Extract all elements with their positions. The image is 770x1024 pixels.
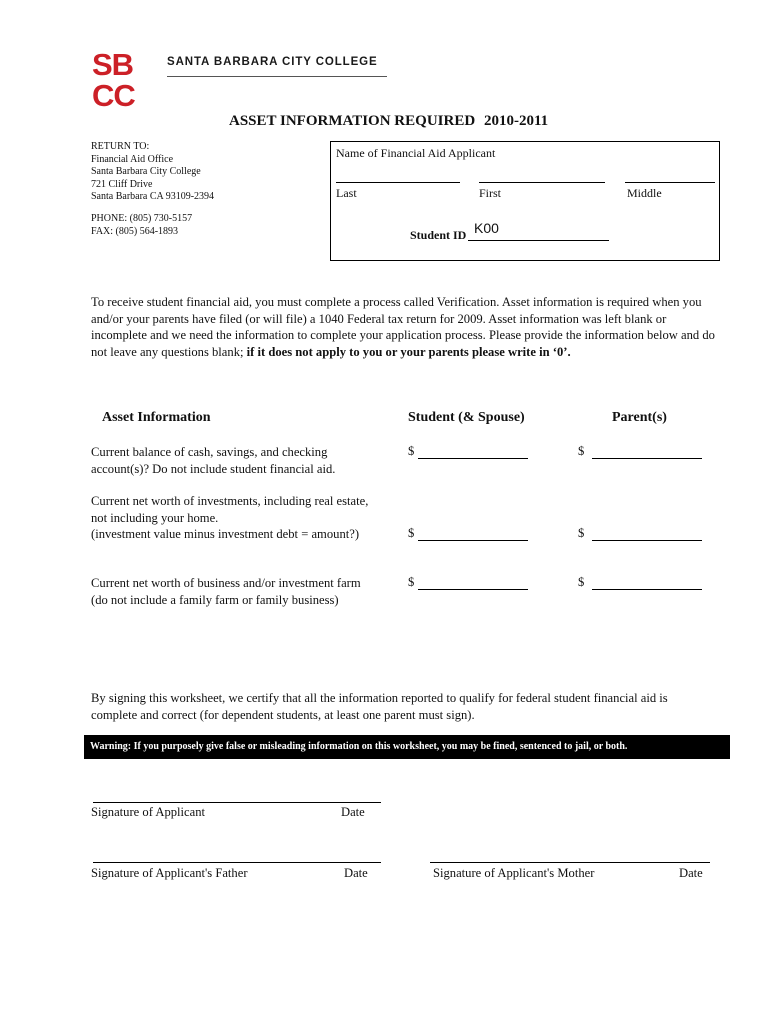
question-line: (do not include a family farm or family business) <box>91 592 339 607</box>
question-line: not including your home. <box>91 510 219 525</box>
dollar-sign: $ <box>578 526 585 540</box>
parent-cash-field[interactable] <box>592 458 702 459</box>
form-year: 2010-2011 <box>484 113 549 129</box>
warning-banner: Warning: If you purposely give false or misleading information on this worksheet, you may be fined, sentenced to jail, or both. <box>84 735 730 759</box>
applicant-signature-label: Signature of Applicant <box>91 805 206 819</box>
header-rule <box>167 76 387 77</box>
phone-number: PHONE: (805) 730-5157 <box>91 213 193 224</box>
contact-info <box>91 213 192 238</box>
certification-line: By signing this worksheet, we certify that all the information reported to qualify for federal student financial aid is <box>91 691 668 705</box>
svg-text:CC: CC <box>92 78 135 108</box>
asset-question-business <box>91 575 361 608</box>
address-line: 721 Cliff Drive <box>91 178 153 190</box>
dollar-sign: $ <box>408 526 415 540</box>
middle-name-label: Middle <box>627 186 662 200</box>
student-id-field[interactable] <box>468 240 609 241</box>
sbcc-logo <box>92 48 162 108</box>
mother-signature-label: Signature of Applicant's Mother <box>433 866 595 880</box>
student-id-label: Student ID <box>410 228 467 242</box>
father-signature-field[interactable] <box>93 862 381 863</box>
question-line: account(s)? Do not include student financial aid. <box>91 461 336 476</box>
address-line: Santa Barbara CA 93109-2394 <box>91 191 215 202</box>
asset-info-header: Asset Information <box>102 410 211 425</box>
student-cash-field[interactable] <box>418 458 528 459</box>
question-line: Current net worth of business and/or investment farm <box>91 576 361 590</box>
applicant-signature-field[interactable] <box>93 802 381 803</box>
question-line: Current net worth of investments, including real estate, <box>91 494 369 508</box>
certification-text <box>91 690 731 723</box>
mother-signature-field[interactable] <box>430 862 710 863</box>
dollar-sign: $ <box>408 575 415 589</box>
parent-investments-field[interactable] <box>592 540 702 541</box>
first-name-label: First <box>479 186 502 200</box>
intro-text: To receive student financial aid, you must complete a process called Verification. Asset information is required when you and/or your parents have filed (or will file) a 1040 Federal tax return for 2009. Asset information was left blank or incomplete and we need the information to complete your application process. Please provide the information below and do not leave any questions blank; <box>91 295 715 359</box>
question-line: Current balance of cash, savings, and checking <box>91 445 328 459</box>
parent-header: Parent(s) <box>612 410 667 425</box>
svg-text:SB: SB <box>92 48 134 82</box>
address-line: RETURN TO: <box>91 141 150 152</box>
intro-bold-text: if it does not apply to you or your parents please write in ‘0’ <box>246 344 568 359</box>
intro-end: . <box>567 344 571 359</box>
asset-question-investments <box>91 493 368 543</box>
middle-name-field[interactable] <box>625 182 715 183</box>
question-line: (investment value minus investment debt = amount?) <box>91 527 360 541</box>
applicant-box-title: Name of Financial Aid Applicant <box>336 146 496 160</box>
dollar-sign: $ <box>408 444 415 458</box>
father-date-label: Date <box>344 866 368 880</box>
fax-number: FAX: (805) 564-1893 <box>91 225 179 237</box>
certification-line: complete and correct (for dependent students, at least one parent must sign). <box>91 707 475 722</box>
address-line: Santa Barbara City College <box>91 166 201 177</box>
last-name-label: Last <box>336 186 357 200</box>
student-id-value: K00 <box>474 220 499 236</box>
student-investments-field[interactable] <box>418 540 528 541</box>
parent-business-field[interactable] <box>592 589 702 590</box>
applicant-date-label: Date <box>341 805 365 819</box>
return-address <box>91 141 214 204</box>
form-title: ASSET INFORMATION REQUIRED <box>229 113 476 129</box>
dollar-sign: $ <box>578 575 585 589</box>
asset-question-cash <box>91 444 335 477</box>
address-line: Financial Aid Office <box>91 153 174 165</box>
last-name-field[interactable] <box>336 182 460 183</box>
first-name-field[interactable] <box>479 182 605 183</box>
intro-paragraph <box>91 294 721 360</box>
student-business-field[interactable] <box>418 589 528 590</box>
dollar-sign: $ <box>578 444 585 458</box>
father-signature-label: Signature of Applicant's Father <box>91 866 248 880</box>
applicant-name-box <box>330 141 720 261</box>
student-header: Student (& Spouse) <box>408 410 525 425</box>
mother-date-label: Date <box>679 866 703 880</box>
college-name: SANTA BARBARA CITY COLLEGE <box>167 56 378 68</box>
